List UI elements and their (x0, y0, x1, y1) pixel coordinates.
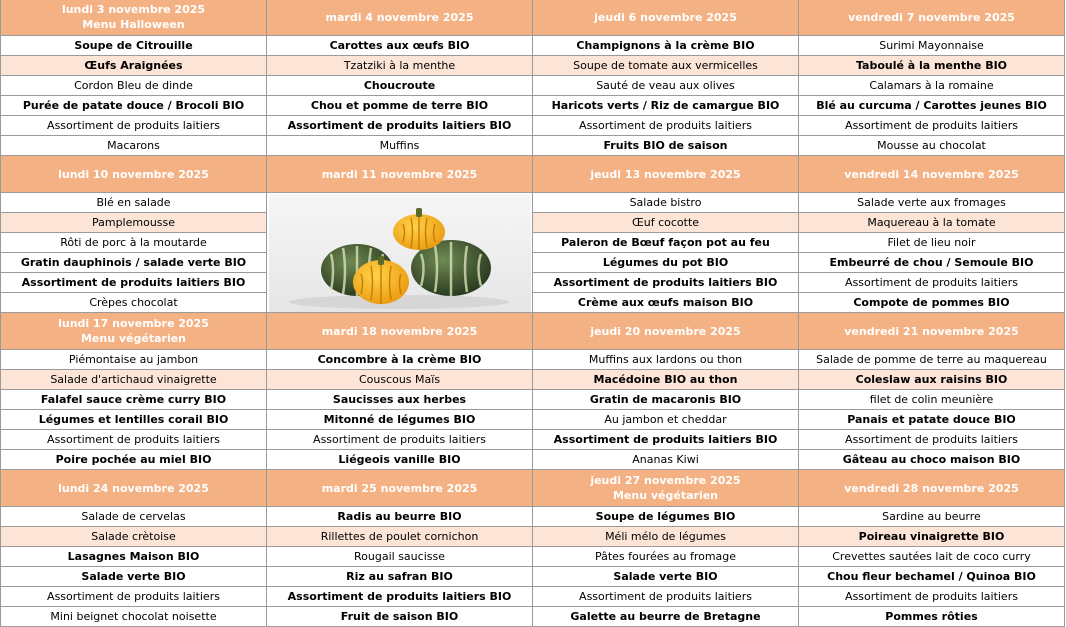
dish-cell: Filet de lieu noir (799, 233, 1065, 253)
dish-cell: Rougail saucisse (267, 547, 533, 567)
dish-cell: Muffins aux lardons ou thon (533, 350, 799, 370)
dish-cell: Poireau vinaigrette BIO (799, 527, 1065, 547)
dish-cell: Salade verte aux fromages (799, 193, 1065, 213)
menu-row (1, 527, 1065, 547)
dish-cell: Gâteau au choco maison BIO (799, 450, 1065, 470)
menu-row (1, 410, 1065, 430)
day-header: jeudi 20 novembre 2025 (533, 313, 799, 350)
dish-cell: Lasagnes Maison BIO (1, 547, 267, 567)
dish-cell: Assortiment de produits laitiers BIO (533, 273, 799, 293)
day-header: jeudi 13 novembre 2025 (533, 156, 799, 193)
menu-row (1, 390, 1065, 410)
menu-row (1, 370, 1065, 390)
dish-cell: Champignons à la crème BIO (533, 36, 799, 56)
dish-cell: Compote de pommes BIO (799, 293, 1065, 313)
dish-cell: Concombre à la crème BIO (267, 350, 533, 370)
dish-cell: Maquereau à la tomate (799, 213, 1065, 233)
dish-cell: Assortiment de produits laitiers BIO (1, 273, 267, 293)
dish-cell: Chou et pomme de terre BIO (267, 96, 533, 116)
dish-cell: Chou fleur bechamel / Quinoa BIO (799, 567, 1065, 587)
dish-cell: Pâtes fourées au fromage (533, 547, 799, 567)
dish-cell: Galette au beurre de Bretagne (533, 607, 799, 627)
dish-cell: Salade d'artichaud vinaigrette (1, 370, 267, 390)
dish-cell: Panais et patate douce BIO (799, 410, 1065, 430)
dish-cell: Légumes et lentilles corail BIO (1, 410, 267, 430)
menu-row (1, 76, 1065, 96)
menu-row (1, 587, 1065, 607)
dish-cell: Piémontaise au jambon (1, 350, 267, 370)
dish-cell: Assortiment de produits laitiers (1, 430, 267, 450)
dish-cell: Macarons (1, 136, 267, 156)
image-cell (267, 193, 533, 313)
dish-cell: Crème aux œufs maison BIO (533, 293, 799, 313)
dish-cell: Salade crètoise (1, 527, 267, 547)
day-header: jeudi 27 novembre 2025 Menu végétarien (533, 470, 799, 507)
dish-cell: Sardine au beurre (799, 507, 1065, 527)
week-header-row (1, 0, 1065, 36)
dish-cell: Salade verte BIO (1, 567, 267, 587)
dish-cell: Fruit de saison BIO (267, 607, 533, 627)
menu-row (1, 430, 1065, 450)
dish-cell: Soupe de légumes BIO (533, 507, 799, 527)
week-header-row (1, 156, 1065, 193)
dish-cell: Rillettes de poulet cornichon (267, 527, 533, 547)
dish-cell: Falafel sauce crème curry BIO (1, 390, 267, 410)
day-header: lundi 10 novembre 2025 (1, 156, 267, 193)
dish-cell: Salade bistro (533, 193, 799, 213)
dish-cell: Au jambon et cheddar (533, 410, 799, 430)
dish-cell: Choucroute (267, 76, 533, 96)
dish-cell: Soupe de Citrouille (1, 36, 267, 56)
dish-cell: Liégeois vanille BIO (267, 450, 533, 470)
dish-cell: Assortiment de produits laitiers (799, 273, 1065, 293)
day-header: vendredi 14 novembre 2025 (799, 156, 1065, 193)
dish-cell: Mitonné de légumes BIO (267, 410, 533, 430)
dish-cell: Salade de cervelas (1, 507, 267, 527)
menu-row (1, 36, 1065, 56)
dish-cell: Muffins (267, 136, 533, 156)
dish-cell: Méli mélo de légumes (533, 527, 799, 547)
day-header: lundi 3 novembre 2025 Menu Halloween (1, 0, 267, 36)
dish-cell: Saucisses aux herbes (267, 390, 533, 410)
dish-cell: Soupe de tomate aux vermicelles (533, 56, 799, 76)
dish-cell: Œuf cocotte (533, 213, 799, 233)
dish-cell: Assortiment de produits laitiers BIO (267, 587, 533, 607)
dish-cell: Blé au curcuma / Carottes jeunes BIO (799, 96, 1065, 116)
menu-row (1, 56, 1065, 76)
dish-cell: Assortiment de produits laitiers (799, 430, 1065, 450)
menu-row (1, 193, 1065, 213)
dish-cell: Pamplemousse (1, 213, 267, 233)
dish-cell: Surimi Mayonnaise (799, 36, 1065, 56)
day-header: mardi 4 novembre 2025 (267, 0, 533, 36)
day-header: mardi 18 novembre 2025 (267, 313, 533, 350)
week-header-row (1, 313, 1065, 350)
dish-cell: Assortiment de produits laitiers (799, 587, 1065, 607)
dish-cell: Haricots verts / Riz de camargue BIO (533, 96, 799, 116)
dish-cell: Riz au safran BIO (267, 567, 533, 587)
dish-cell: Radis au beurre BIO (267, 507, 533, 527)
menu-row (1, 293, 1065, 313)
menu-row (1, 213, 1065, 233)
dish-cell: Assortiment de produits laitiers BIO (267, 116, 533, 136)
dish-cell: Cordon Bleu de dinde (1, 76, 267, 96)
dish-cell: Taboulé à la menthe BIO (799, 56, 1065, 76)
dish-cell: Tzatziki à la menthe (267, 56, 533, 76)
dish-cell: Assortiment de produits laitiers (799, 116, 1065, 136)
menu-row (1, 567, 1065, 587)
dish-cell: Salade de pomme de terre au maquereau (799, 350, 1065, 370)
dish-cell: Sauté de veau aux olives (533, 76, 799, 96)
menu-row (1, 273, 1065, 293)
dish-cell: Coleslaw aux raisins BIO (799, 370, 1065, 390)
dish-cell: Assortiment de produits laitiers (533, 116, 799, 136)
dish-cell: Gratin dauphinois / salade verte BIO (1, 253, 267, 273)
dish-cell: Couscous Maïs (267, 370, 533, 390)
dish-cell: Ananas Kiwi (533, 450, 799, 470)
dish-cell: Fruits BIO de saison (533, 136, 799, 156)
menu-row (1, 350, 1065, 370)
day-header: vendredi 7 novembre 2025 (799, 0, 1065, 36)
dish-cell: Paleron de Bœuf façon pot au feu (533, 233, 799, 253)
dish-cell: Salade verte BIO (533, 567, 799, 587)
menu-row (1, 233, 1065, 253)
dish-cell: Poire pochée au miel BIO (1, 450, 267, 470)
dish-cell: Rôti de porc à la moutarde (1, 233, 267, 253)
dish-cell: Assortiment de produits laitiers (267, 430, 533, 450)
menu-row (1, 116, 1065, 136)
day-header: lundi 24 novembre 2025 (1, 470, 267, 507)
dish-cell: Pommes rôties (799, 607, 1065, 627)
dish-cell: Macédoine BIO au thon (533, 370, 799, 390)
dish-cell: Légumes du pot BIO (533, 253, 799, 273)
day-header: vendredi 28 novembre 2025 (799, 470, 1065, 507)
day-header: jeudi 6 novembre 2025 (533, 0, 799, 36)
dish-cell: filet de colin meunière (799, 390, 1065, 410)
dish-cell: Embeurré de chou / Semoule BIO (799, 253, 1065, 273)
menu-row (1, 507, 1065, 527)
dish-cell: Crevettes sautées lait de coco curry (799, 547, 1065, 567)
dish-cell: Mini beignet chocolat noisette (1, 607, 267, 627)
menu-row (1, 547, 1065, 567)
day-header: mardi 11 novembre 2025 (267, 156, 533, 193)
dish-cell: Assortiment de produits laitiers (1, 587, 267, 607)
dish-cell: Blé en salade (1, 193, 267, 213)
dish-cell: Œufs Araignées (1, 56, 267, 76)
dish-cell: Assortiment de produits laitiers (1, 116, 267, 136)
dish-cell: Calamars à la romaine (799, 76, 1065, 96)
pumpkins-photo (269, 194, 531, 312)
day-header: lundi 17 novembre 2025 Menu végétarien (1, 313, 267, 350)
menu-row (1, 450, 1065, 470)
menu-row (1, 96, 1065, 116)
dish-cell: Mousse au chocolat (799, 136, 1065, 156)
dish-cell: Purée de patate douce / Brocoli BIO (1, 96, 267, 116)
day-header: mardi 25 novembre 2025 (267, 470, 533, 507)
dish-cell: Assortiment de produits laitiers (533, 587, 799, 607)
dish-cell: Gratin de macaronis BIO (533, 390, 799, 410)
dish-cell: Crèpes chocolat (1, 293, 267, 313)
dish-cell: Carottes aux œufs BIO (267, 36, 533, 56)
week-header-row (1, 470, 1065, 507)
menu-row (1, 253, 1065, 273)
day-header: vendredi 21 novembre 2025 (799, 313, 1065, 350)
dish-cell: Assortiment de produits laitiers BIO (533, 430, 799, 450)
menu-row (1, 136, 1065, 156)
